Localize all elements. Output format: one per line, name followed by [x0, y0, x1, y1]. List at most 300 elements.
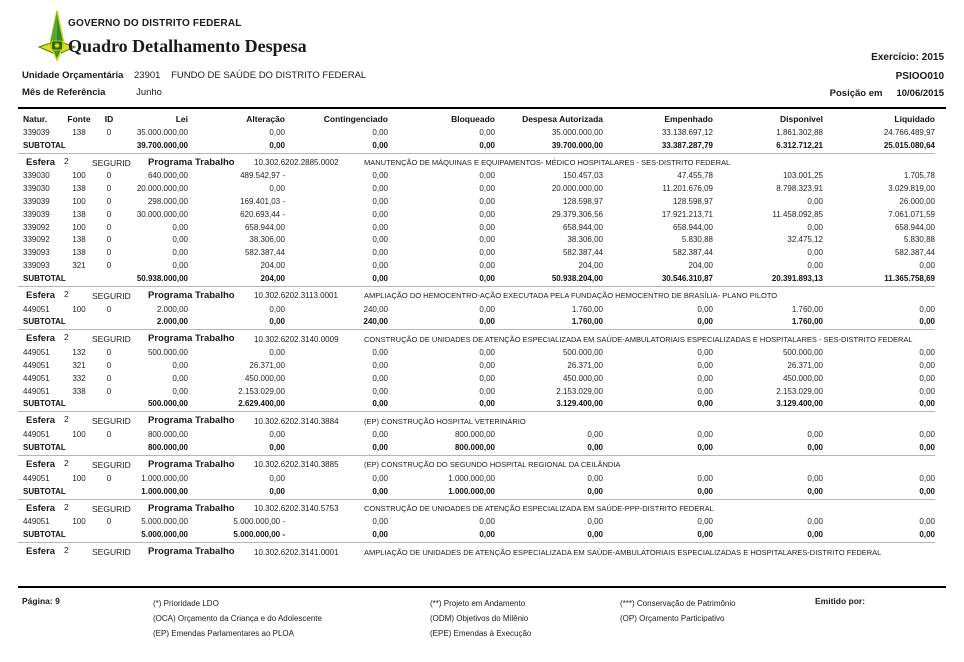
table-cell: 339092: [23, 235, 50, 245]
table-cell: 0,00: [372, 209, 388, 219]
table-cell: 11.458.092,85: [772, 209, 823, 219]
table-cell: 138: [72, 184, 86, 194]
table-row: [18, 182, 935, 195]
table-cell: 39.700.000,00: [136, 140, 188, 150]
table-cell: 5.830,88: [903, 235, 935, 245]
table-cell: 0,00: [372, 127, 388, 137]
programa-code: 10.302.6202.3140.3884: [254, 416, 339, 426]
table-cell: 0,00: [919, 361, 935, 371]
table-cell: 449051: [23, 304, 50, 314]
table-cell: 0: [106, 261, 112, 271]
table-cell: 0,00: [172, 261, 188, 271]
table-cell: 0: [106, 373, 112, 383]
header-divider: [18, 107, 946, 109]
table-cell: 0,00: [919, 430, 935, 440]
table-cell: 0,00: [372, 486, 388, 496]
table-cell: 204,00: [688, 261, 713, 271]
legend-col2: [430, 596, 531, 641]
mes-label: Mês de Referência: [22, 87, 106, 98]
posicao-label: Posição em: [829, 88, 883, 99]
table-cell: 0,00: [172, 361, 188, 371]
table-cell: 0,00: [479, 386, 495, 396]
table-cell: 5.000.000,00 -: [233, 530, 285, 540]
table-cell: 20.391.893,13: [771, 273, 823, 283]
table-cell: 500.000,00: [562, 348, 603, 358]
table-cell: 338: [72, 386, 86, 396]
table-cell: 29.379.306,56: [551, 209, 603, 219]
table-cell: 450.000,00: [244, 373, 285, 383]
table-cell: 100: [72, 473, 86, 483]
table-cell: 339093: [23, 248, 50, 258]
esfera-regime: SEGURID: [92, 503, 131, 514]
table-cell: 100: [72, 517, 86, 527]
legend-item: (OCA) Orçamento da Criança e do Adolescente: [153, 614, 322, 623]
table-cell: 5.000.000,00: [141, 517, 188, 527]
org-name: GOVERNO DO DISTRITO FEDERAL: [68, 18, 242, 29]
table-cell: 0,00: [372, 248, 388, 258]
table-cell: 6.312.712,21: [776, 140, 823, 150]
page-number: [22, 596, 60, 606]
table-cell: 38.306,00: [567, 235, 603, 245]
table-cell: Alteração: [246, 113, 285, 124]
pagina-value: 9: [55, 596, 60, 606]
table-cell: 0,00: [697, 399, 713, 409]
table-cell: 1.760,00: [571, 304, 603, 314]
subtotal-label: SUBTOTAL: [23, 530, 66, 540]
table-cell: 339092: [23, 222, 50, 232]
table-cell: Bloqueado: [451, 113, 495, 124]
table-cell: 0,00: [479, 184, 495, 194]
table-cell: 0,00: [697, 373, 713, 383]
table-cell: 0,00: [587, 473, 603, 483]
table-cell: 5.000.000,00 -: [233, 517, 285, 527]
table-cell: 0,00: [372, 473, 388, 483]
report-footer: [18, 586, 946, 638]
table-cell: 0,00: [372, 235, 388, 245]
table-cell: 1.000.000,00: [448, 486, 495, 496]
report-table: [18, 111, 935, 559]
table-cell: 0: [106, 222, 112, 232]
esfera-value: 2: [64, 545, 69, 556]
legend-col1: [153, 596, 322, 641]
table-cell: 0,00: [919, 517, 935, 527]
programa-code: 10.302.6202.3141.0001: [254, 547, 339, 557]
table-row: [18, 428, 935, 441]
posicao-em: [830, 88, 944, 99]
table-cell: 321: [72, 261, 86, 271]
programa-code: 10.302.6202.3140.5753: [254, 504, 339, 514]
table-cell: Empenhado: [664, 113, 713, 124]
table-cell: 658.944,00: [562, 222, 603, 232]
esfera-value: 2: [64, 288, 69, 299]
table-cell: 11.365.758,69: [884, 273, 935, 283]
table-cell: 0,00: [807, 530, 823, 540]
table-cell: 5.830,88: [681, 235, 713, 245]
subtotal-row: [18, 272, 935, 285]
table-cell: 25.015.080,64: [883, 140, 935, 150]
table-cell: 449051: [23, 473, 50, 483]
table-cell: 0,00: [172, 248, 188, 258]
programa-descricao: CONSTRUÇÃO DE UNIDADES DE ATENÇÃO ESPECIALIZADA EM SAÚDE-PPP-DISTRITO FEDERAL: [364, 504, 714, 514]
table-cell: 100: [72, 171, 86, 181]
table-cell: Despesa Autorizada: [522, 113, 603, 124]
table-cell: 0,00: [269, 317, 285, 327]
table-cell: 0,00: [479, 171, 495, 181]
table-cell: 0,00: [807, 517, 823, 527]
programa-trabalho-label: Programa Trabalho: [148, 415, 235, 427]
legend-item: (ODM) Objetivos do Milênio: [430, 614, 529, 623]
table-row: [18, 303, 935, 316]
table-cell: 0,00: [372, 443, 388, 453]
esfera-regime: SEGURID: [92, 547, 131, 558]
programa-trabalho-label: Programa Trabalho: [148, 546, 235, 558]
table-row: [18, 385, 935, 398]
table-cell: 321: [72, 361, 86, 371]
legend-item: (***) Conservação de Patrimônio: [620, 599, 736, 608]
programa-trabalho-label: Programa Trabalho: [148, 333, 235, 345]
table-cell: 0,00: [372, 430, 388, 440]
table-cell: 0,00: [697, 361, 713, 371]
table-cell: 0,00: [807, 261, 823, 271]
programa-descricao: CONSTRUÇÃO DE UNIDADES DE ATENÇÃO ESPECIALIZADA EM SAÚDE-AMBULATORIAIS ESPECIALIZADAS E HOSPITALARES - SES-DISTRITO FEDERAL: [364, 334, 913, 344]
table-cell: 20.000.000,00: [136, 184, 188, 194]
table-cell: 1.000.000,00: [448, 473, 495, 483]
table-cell: 0: [106, 197, 112, 207]
table-cell: 138: [72, 248, 86, 258]
table-cell: 0,00: [269, 184, 285, 194]
table-cell: 0,00: [269, 140, 285, 150]
subtotal-label: SUBTOTAL: [23, 317, 66, 327]
table-cell: 800.000,00: [147, 430, 188, 440]
table-cell: 0,00: [372, 361, 388, 371]
subtotal-row: [18, 316, 935, 329]
subtotal-row: [18, 485, 935, 498]
table-cell: ID: [104, 113, 114, 124]
table-cell: 2.629.400,00: [238, 399, 285, 409]
table-row: [18, 359, 935, 372]
table-cell: 1.705,78: [903, 171, 935, 181]
subtotal-row: [18, 398, 935, 411]
table-cell: 0: [106, 184, 112, 194]
table-cell: 0,00: [697, 530, 713, 540]
table-cell: 138: [72, 209, 86, 219]
table-row: [18, 516, 935, 529]
table-cell: Contingenciado: [323, 113, 388, 124]
table-cell: 100: [72, 197, 86, 207]
table-cell: 35.000.000,00: [136, 127, 188, 137]
table-cell: 38.306,00: [249, 235, 285, 245]
table-cell: 449051: [23, 348, 50, 358]
table-cell: 0,00: [807, 248, 823, 258]
table-cell: 138: [72, 127, 86, 137]
table-cell: 33.387.287,79: [661, 140, 713, 150]
esfera-regime: SEGURID: [92, 416, 131, 427]
table-cell: 103.001,25: [782, 171, 823, 181]
esfera-value: 2: [64, 501, 69, 512]
programa-descricao: (EP) CONSTRUÇÃO HOSPITAL VETERINÁRIO: [364, 416, 526, 426]
table-cell: 17.921.213,71: [661, 209, 713, 219]
table-row: [18, 221, 935, 234]
table-cell: 11.201.676,09: [662, 184, 713, 194]
table-cell: 0,00: [172, 235, 188, 245]
table-cell: 0,00: [807, 197, 823, 207]
esfera-regime: SEGURID: [92, 334, 131, 345]
subtotal-row: [18, 441, 935, 454]
table-cell: 0,00: [172, 386, 188, 396]
table-cell: 0,00: [372, 140, 388, 150]
table-cell: 0,00: [372, 399, 388, 409]
table-cell: 0: [106, 209, 112, 219]
esfera-regime: SEGURID: [92, 290, 131, 301]
table-cell: 0,00: [479, 197, 495, 207]
table-cell: 0,00: [697, 430, 713, 440]
table-cell: 169.401,03 -: [240, 197, 285, 207]
programa-code: 10.302.6202.3140.0009: [254, 334, 339, 344]
table-cell: 100: [72, 430, 86, 440]
table-cell: 2.153.029,00: [556, 386, 603, 396]
esfera-header-row: [18, 153, 935, 170]
table-cell: 620.693,44 -: [240, 209, 285, 219]
table-cell: 0,00: [372, 530, 388, 540]
table-cell: 1.760,00: [791, 317, 823, 327]
subtotal-label: SUBTOTAL: [23, 399, 66, 409]
table-cell: 0,00: [807, 486, 823, 496]
table-cell: 0,00: [919, 473, 935, 483]
table-cell: 128.598,97: [562, 197, 603, 207]
table-cell: 47.455,78: [677, 171, 713, 181]
esfera-label: Esfera: [26, 156, 56, 168]
table-cell: 240,00: [363, 304, 388, 314]
table-cell: 582.387,44: [244, 248, 285, 258]
table-cell: 0,00: [919, 486, 935, 496]
table-cell: 0: [106, 386, 112, 396]
table-cell: 0,00: [697, 517, 713, 527]
table-row: [18, 472, 935, 485]
table-row: [18, 126, 935, 139]
table-cell: 0: [106, 235, 112, 245]
table-row: [18, 246, 935, 259]
table-cell: 128.598,97: [672, 197, 713, 207]
table-cell: 0: [106, 361, 112, 371]
table-cell: 0,00: [919, 443, 935, 453]
legend-item: (OP) Orçamento Participativo: [620, 614, 725, 623]
table-cell: 0,00: [919, 386, 935, 396]
table-cell: 26.371,00: [249, 361, 285, 371]
esfera-value: 2: [64, 155, 69, 166]
table-cell: 0,00: [372, 348, 388, 358]
table-cell: 0,00: [919, 261, 935, 271]
table-cell: 0,00: [807, 443, 823, 453]
table-cell: 39.700.000,00: [551, 140, 603, 150]
table-cell: 0,00: [479, 222, 495, 232]
esfera-header-row: [18, 499, 935, 516]
table-cell: 332: [72, 373, 86, 383]
table-row: [18, 372, 935, 385]
table-cell: 0,00: [919, 304, 935, 314]
report-meta: [18, 70, 946, 104]
table-cell: 0,00: [479, 361, 495, 371]
table-cell: 26.371,00: [567, 361, 603, 371]
system-code: PSIOO010: [895, 71, 944, 82]
table-cell: 0,00: [697, 386, 713, 396]
table-cell: 339093: [23, 261, 50, 271]
report-header: [18, 8, 946, 70]
exercicio-label: Exercício: 2015: [871, 52, 944, 63]
column-header-row: [18, 111, 935, 126]
table-cell: 0,00: [697, 348, 713, 358]
programa-trabalho-label: Programa Trabalho: [148, 156, 235, 168]
table-cell: 0,00: [807, 430, 823, 440]
table-cell: 50.938.000,00: [136, 273, 188, 283]
esfera-header-row: [18, 455, 935, 472]
table-cell: 33.138.697,12: [661, 127, 713, 137]
table-cell: 0,00: [372, 273, 388, 283]
table-cell: 100: [72, 304, 86, 314]
table-cell: 449051: [23, 430, 50, 440]
subtotal-row: [18, 139, 935, 152]
table-cell: 0,00: [372, 184, 388, 194]
table-cell: 0,00: [479, 373, 495, 383]
programa-descricao: AMPLIAÇÃO DO HEMOCENTRO-AÇÃO EXECUTADA PELA FUNDAÇÃO HEMOCENTRO DE BRASÍLIA- PLANO PILOTO: [364, 291, 778, 301]
table-cell: 30.546.310,87: [661, 273, 713, 283]
table-cell: 0: [106, 430, 112, 440]
programa-trabalho-label: Programa Trabalho: [148, 502, 235, 514]
table-row: [18, 208, 935, 221]
table-cell: 24.766.489,97: [883, 127, 935, 137]
table-cell: 1.760,00: [571, 317, 603, 327]
table-cell: 1.861.302,88: [776, 127, 823, 137]
esfera-regime: SEGURID: [92, 157, 131, 168]
table-cell: 339039: [23, 197, 50, 207]
mes-value: Junho: [136, 87, 162, 98]
table-cell: 20.000.000,00: [551, 184, 603, 194]
table-cell: 0,00: [697, 443, 713, 453]
esfera-label: Esfera: [26, 458, 56, 470]
table-row: [18, 170, 935, 183]
table-cell: 500.000,00: [147, 348, 188, 358]
table-row: [18, 195, 935, 208]
table-cell: 640.000,00: [147, 171, 188, 181]
table-cell: 2.000,00: [156, 317, 188, 327]
programa-descricao: MANUTENÇÃO DE MÁQUINAS E EQUIPAMENTOS- MÉDICO HOSPITALARES - SES-DISTRITO FEDERAL: [364, 158, 731, 168]
table-cell: 0,00: [269, 443, 285, 453]
table-cell: 3.029.819,00: [888, 184, 935, 194]
table-cell: 0,00: [372, 197, 388, 207]
table-cell: 0: [106, 171, 112, 181]
subtotal-label: SUBTOTAL: [23, 273, 66, 283]
table-cell: 0,00: [587, 443, 603, 453]
table-cell: 30.000.000,00: [136, 209, 188, 219]
table-cell: 0,00: [269, 486, 285, 496]
table-cell: 0,00: [269, 304, 285, 314]
table-cell: 449051: [23, 361, 50, 371]
legend-item: (*) Prioridade LDO: [153, 599, 219, 608]
esfera-label: Esfera: [26, 502, 56, 514]
table-row: [18, 259, 935, 272]
table-cell: 339039: [23, 209, 50, 219]
programa-trabalho-label: Programa Trabalho: [148, 289, 235, 301]
table-cell: 0,00: [372, 386, 388, 396]
unidade-name: FUNDO DE SAÚDE DO DISTRITO FEDERAL: [171, 70, 367, 81]
table-cell: 0: [106, 348, 112, 358]
table-cell: 0,00: [479, 209, 495, 219]
table-cell: 0,00: [479, 261, 495, 271]
subtotal-label: SUBTOTAL: [23, 443, 66, 453]
table-cell: 582.387,44: [894, 248, 935, 258]
legend-col3: [620, 596, 736, 626]
table-cell: 0,00: [372, 171, 388, 181]
subtotal-label: SUBTOTAL: [23, 486, 66, 496]
table-cell: 0,00: [697, 473, 713, 483]
table-cell: 0,00: [697, 304, 713, 314]
legend-item: (EP) Emendas Parlamentares ao PLOA: [153, 629, 294, 638]
table-cell: 0,00: [269, 127, 285, 137]
table-cell: 0,00: [479, 235, 495, 245]
table-cell: 100: [72, 222, 86, 232]
table-cell: 449051: [23, 517, 50, 527]
table-cell: 0,00: [372, 222, 388, 232]
table-cell: 50.938.204,00: [551, 273, 603, 283]
table-cell: 298.000,00: [147, 197, 188, 207]
table-cell: 0,00: [479, 248, 495, 258]
table-cell: 204,00: [260, 261, 285, 271]
esfera-label: Esfera: [26, 333, 56, 345]
esfera-label: Esfera: [26, 546, 56, 558]
table-cell: 8.798.323,91: [776, 184, 823, 194]
table-cell: 26.371,00: [787, 361, 823, 371]
table-cell: 0,00: [697, 317, 713, 327]
table-cell: 0,00: [587, 430, 603, 440]
table-cell: 0,00: [479, 304, 495, 314]
table-cell: Liquidado: [894, 113, 935, 124]
table-cell: Lei: [175, 113, 188, 124]
table-cell: 582.387,44: [672, 248, 713, 258]
table-cell: 339030: [23, 184, 50, 194]
programa-trabalho-label: Programa Trabalho: [148, 458, 235, 470]
programa-code: 10.302.6202.3140.3885: [254, 460, 339, 470]
table-cell: 0,00: [372, 373, 388, 383]
table-cell: 0,00: [479, 127, 495, 137]
table-cell: 0,00: [479, 273, 495, 283]
table-cell: 800.000,00: [454, 430, 495, 440]
table-cell: 800.000,00: [454, 443, 495, 453]
table-cell: 138: [72, 235, 86, 245]
esfera-header-row: [18, 286, 935, 303]
table-cell: 0: [106, 304, 112, 314]
table-cell: 0: [106, 517, 112, 527]
table-cell: 0,00: [919, 530, 935, 540]
table-cell: 204,00: [260, 273, 285, 283]
esfera-value: 2: [64, 457, 69, 468]
emitido-por-label: Emitido por:: [815, 596, 866, 606]
esfera-header-row: [18, 411, 935, 428]
table-cell: 5.000.000,00: [141, 530, 188, 540]
table-cell: 0,00: [479, 348, 495, 358]
posicao-date: 10/06/2015: [896, 88, 944, 99]
esfera-label: Esfera: [26, 289, 56, 301]
table-cell: 26.000,00: [899, 197, 935, 207]
table-cell: Disponível: [780, 113, 823, 124]
subtotal-label: SUBTOTAL: [23, 140, 66, 150]
esfera-value: 2: [64, 332, 69, 343]
table-cell: 32.475,12: [787, 235, 823, 245]
table-cell: 0,00: [587, 517, 603, 527]
table-cell: 0,00: [479, 317, 495, 327]
table-cell: 1.760,00: [791, 304, 823, 314]
unidade-code: 23901: [134, 70, 161, 81]
table-cell: 450.000,00: [782, 373, 823, 383]
table-row: [18, 234, 935, 247]
